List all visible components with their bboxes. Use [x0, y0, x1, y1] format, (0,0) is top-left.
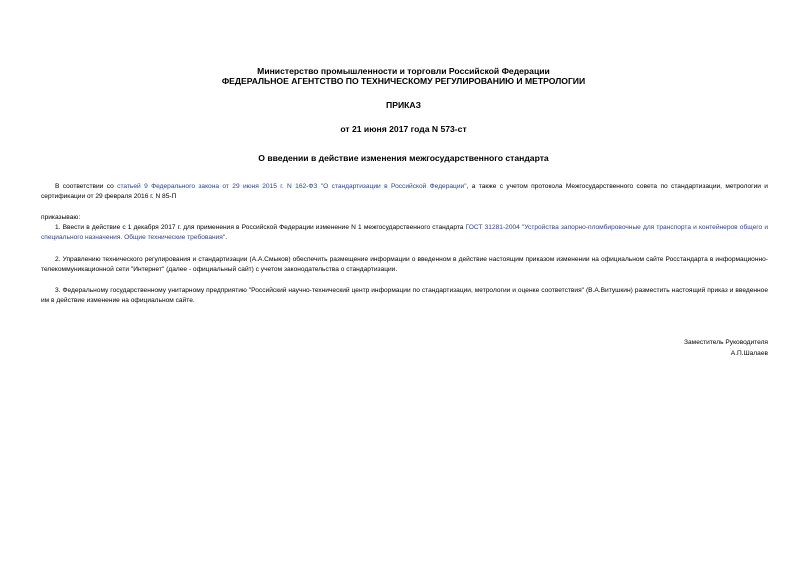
- doc-title: О введении в действие изменения межгосударственного стандарта: [258, 153, 549, 163]
- preamble-text-before: В соответствии со: [55, 183, 118, 190]
- gost-link[interactable]: ГОСТ 31281-2004 "Устройства запорно-пломбировочные для транспорта и контейнеров общего и специального назначения. Общие технические требования": [41, 224, 769, 242]
- ministry-heading: Министерство промышленности и торговли Российской Федерации: [257, 66, 550, 76]
- item-2-paragraph: 2. Управлению технического регулирования и стандартизации (А.А.Смыков) обеспечить размещение информации о введенном в действие настоящим приказом изменении на официальном сайте Росстандарта в информационно-телекоммуникационной сети "Интернет" (далее - официальный сайт) с учетом законодательства о стандартизации.: [41, 256, 768, 274]
- item-3-paragraph: 3. Федеральному государственному унитарному предприятию "Российский научно-технический центр информации по стандартизации, метрологии и оценке соответствия" (В.А.Витушкин) разместить настоящий приказ и введенное им в действие изменение на официальном сайте.: [41, 287, 768, 305]
- signature-name: А.П.Шалаев: [730, 350, 768, 357]
- item-1-text-after: .: [225, 234, 228, 242]
- agency-heading: ФЕДЕРАЛЬНОЕ АГЕНТСТВО ПО ТЕХНИЧЕСКОМУ РЕГУЛИРОВАНИЮ И МЕТРОЛОГИИ: [221, 76, 586, 86]
- item-1-paragraph: [41, 223, 768, 244]
- item-1-text-before: 1. Ввести в действие с 1 декабря 2017 г. для применения в Российской Федерации изменение N 1 межгосударственного стандарта: [55, 224, 466, 231]
- doc-date: от 21 июня 2017 года N 573-ст: [340, 124, 467, 134]
- doc-type: ПРИКАЗ: [386, 100, 421, 110]
- order-word: приказываю:: [41, 214, 81, 221]
- signature-position: Заместитель Руководителя: [684, 339, 768, 346]
- preamble-text-after: , а также с учетом протокола Межгосударственного совета по стандартизации, метрологии и сертификации от 29 февраля 2016 г. N 85-П: [41, 183, 768, 201]
- preamble-paragraph: [41, 182, 768, 203]
- federal-law-link[interactable]: статьей 9 Федерального закона от 29 июня 2015 г. N 162-ФЗ "О стандартизации в Российской Федерации": [117, 183, 467, 190]
